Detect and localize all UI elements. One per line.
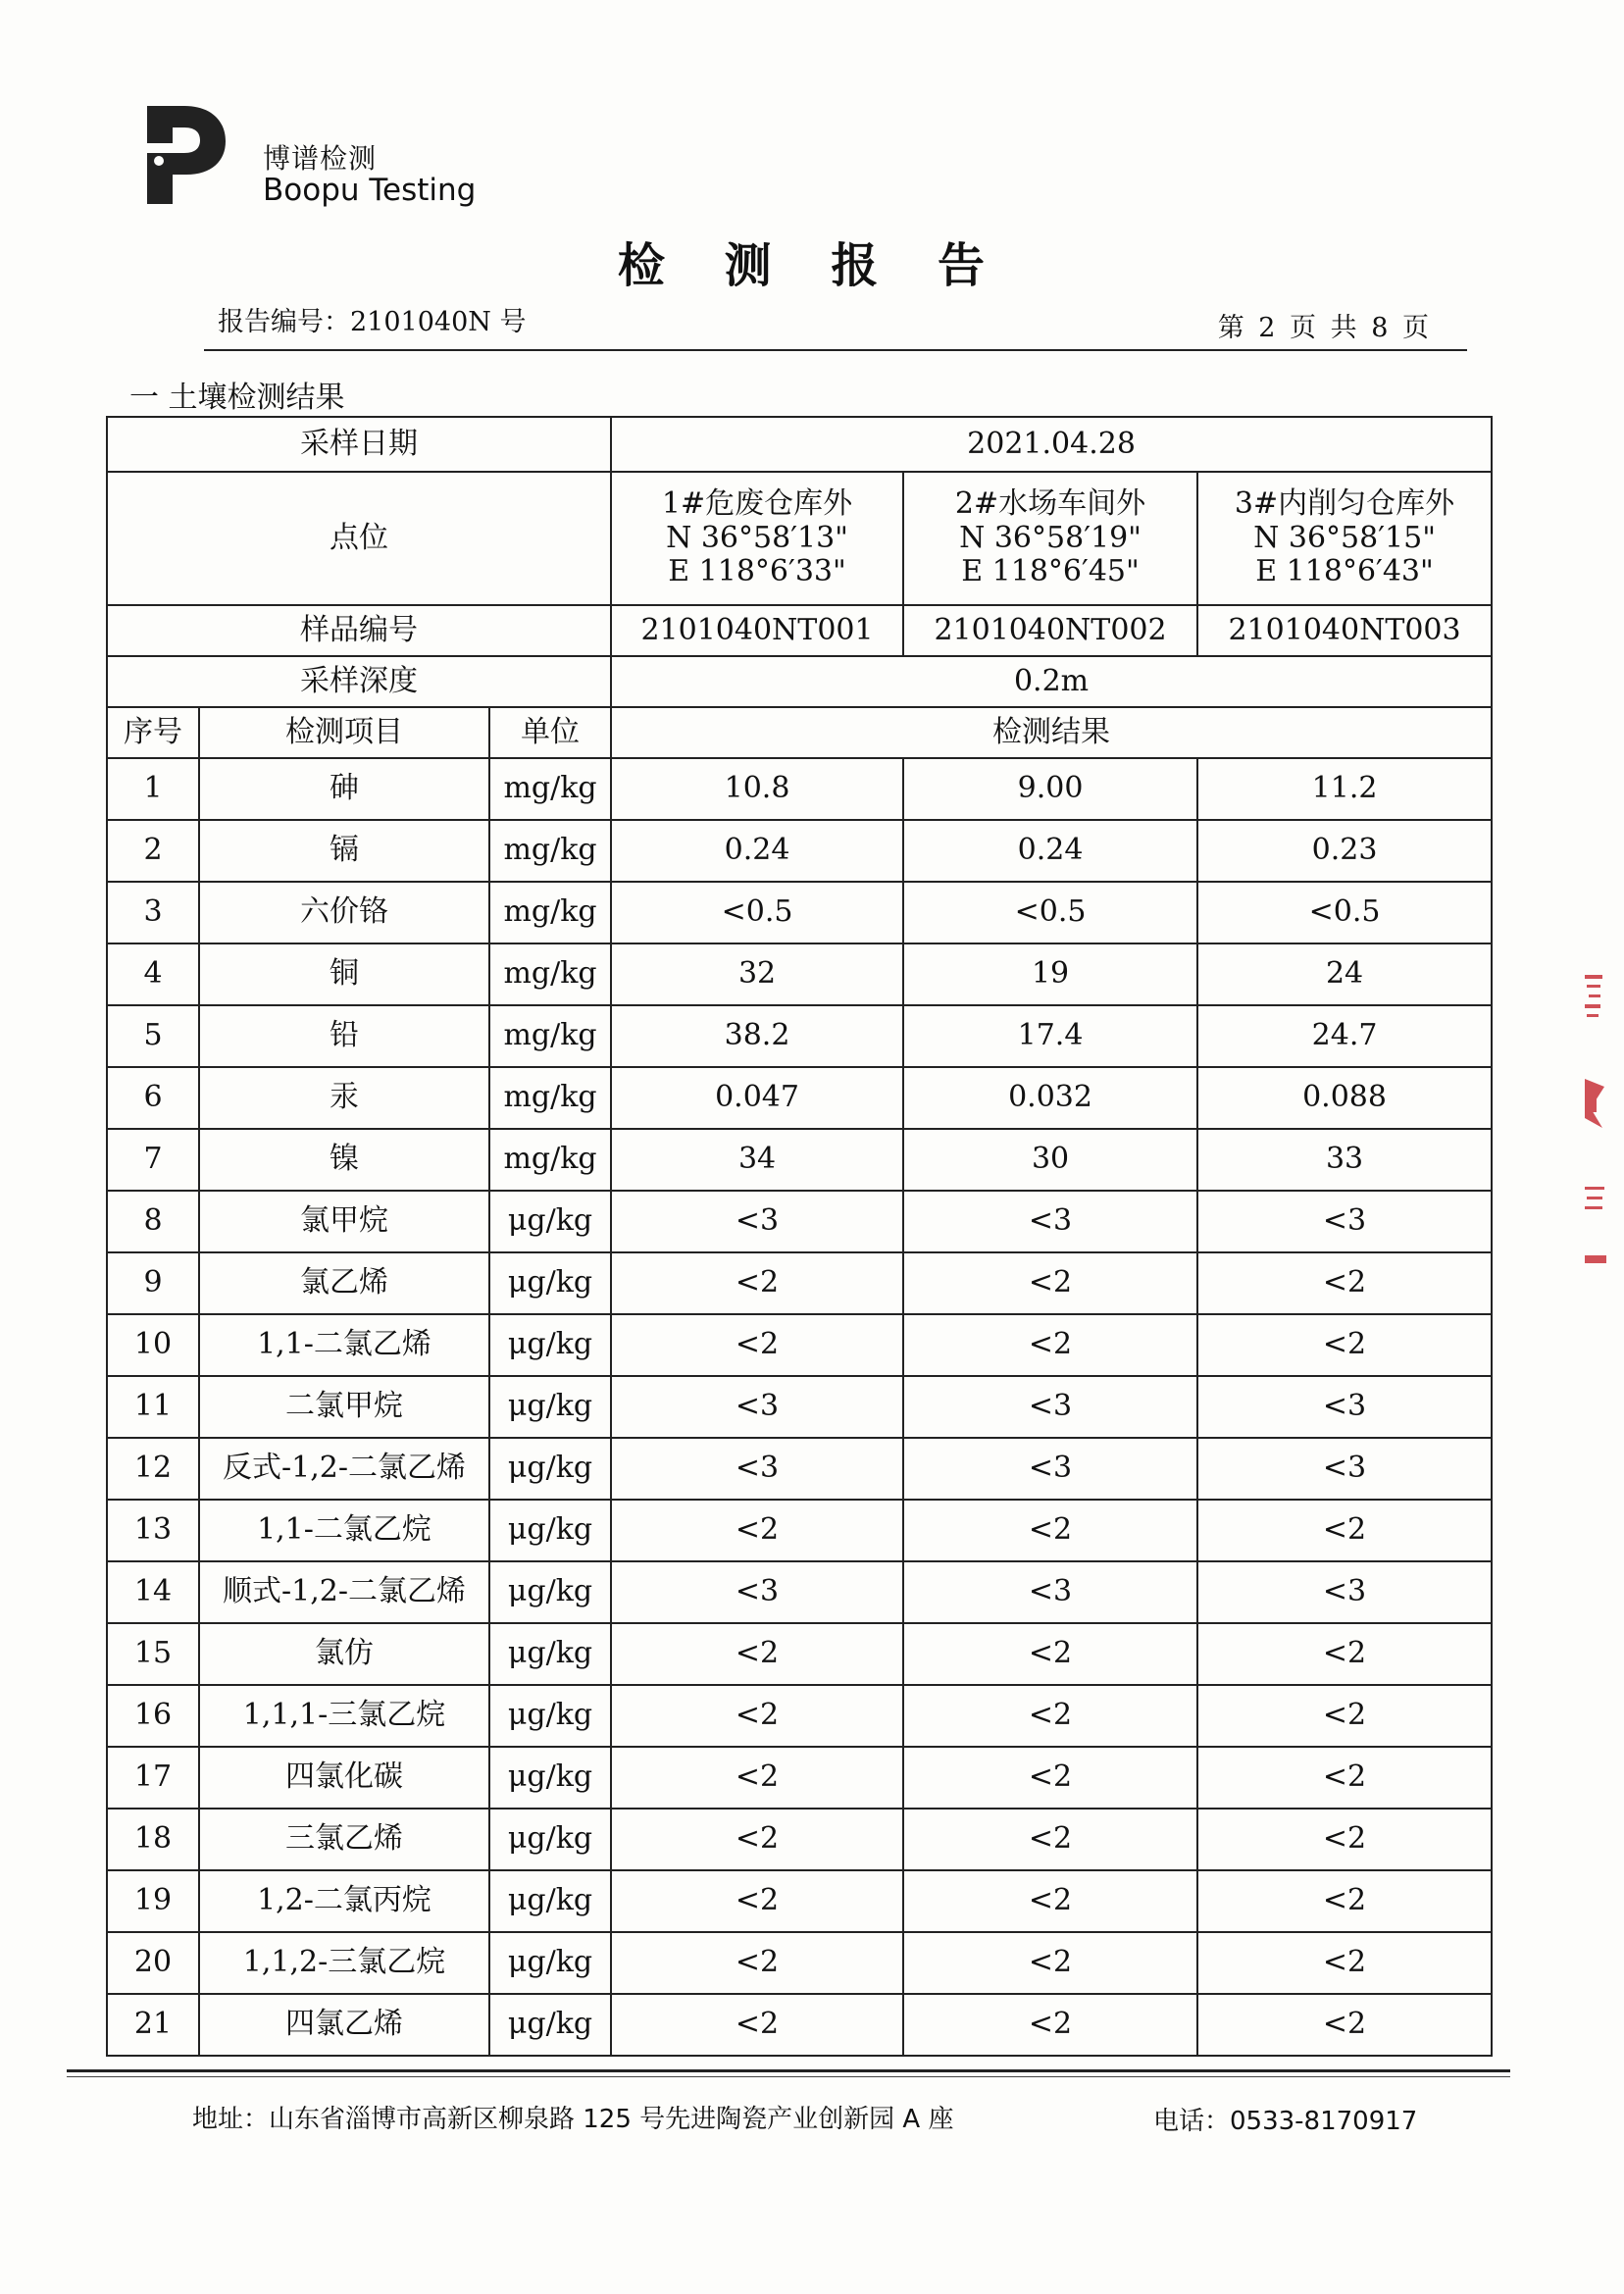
footer-divider-thin [67, 2076, 1510, 2077]
table-row [107, 1870, 1492, 1932]
row-seq: 18 [107, 1809, 199, 1870]
row-unit: mg/kg [489, 820, 611, 882]
row-item: 铜 [199, 943, 489, 1005]
report-number: 报告编号：2101040N 号 [218, 307, 527, 337]
row-item: 1,1-二氯乙烯 [199, 1314, 489, 1376]
location-latitude: N 36°58′15" [1253, 520, 1436, 555]
row-result: <3 [903, 1191, 1197, 1252]
row-unit: mg/kg [489, 943, 611, 1005]
row-result: <2 [611, 1994, 903, 2056]
row-seq: 2 [107, 820, 199, 882]
row-item: 四氯乙烯 [199, 1994, 489, 2056]
row-result: <2 [903, 1252, 1197, 1314]
row-seq: 10 [107, 1314, 199, 1376]
row-item: 镍 [199, 1129, 489, 1191]
table-row [107, 1747, 1492, 1809]
row-result: <2 [611, 1623, 903, 1685]
row-seq: 20 [107, 1932, 199, 1994]
row-result: 0.032 [903, 1067, 1197, 1129]
header-divider [204, 349, 1467, 351]
sample-id-label: 样品编号 [107, 605, 611, 656]
report-title: 检 测 报 告 [617, 238, 1007, 293]
row-result: <2 [903, 1809, 1197, 1870]
row-unit: μg/kg [489, 1438, 611, 1500]
row-result: <3 [1197, 1191, 1492, 1252]
row-result: 0.047 [611, 1067, 903, 1129]
row-unit: μg/kg [489, 1252, 611, 1314]
row-seq: 13 [107, 1500, 199, 1561]
row-seq: 7 [107, 1129, 199, 1191]
sampling-date-value: 2021.04.28 [611, 417, 1492, 472]
footer-divider [67, 2069, 1510, 2072]
brand-name-en: Boopu Testing [263, 173, 477, 208]
column-header-result: 检测结果 [611, 707, 1492, 758]
row-result: <2 [611, 1685, 903, 1747]
table-row [107, 1809, 1492, 1870]
row-unit: μg/kg [489, 1870, 611, 1932]
column-header-row [107, 707, 1492, 758]
table-row [107, 1376, 1492, 1438]
row-result: <2 [611, 1747, 903, 1809]
row-seq: 9 [107, 1252, 199, 1314]
row-result: <2 [611, 1314, 903, 1376]
row-result: <3 [903, 1438, 1197, 1500]
row-result: 30 [903, 1129, 1197, 1191]
row-result: <2 [1197, 1994, 1492, 2056]
row-result: <3 [1197, 1561, 1492, 1623]
row-result: 24.7 [1197, 1005, 1492, 1067]
location-name: 3#内削匀仓库外 [1234, 486, 1455, 522]
row-unit: μg/kg [489, 1376, 611, 1438]
row-item: 反式-1,2-二氯乙烯 [199, 1438, 489, 1500]
location-row [107, 472, 1492, 605]
row-item: 六价铬 [199, 882, 489, 943]
row-result: 0.088 [1197, 1067, 1492, 1129]
table-row [107, 1314, 1492, 1376]
row-item: 1,1,2-三氯乙烷 [199, 1932, 489, 1994]
row-unit: μg/kg [489, 1809, 611, 1870]
table-row [107, 882, 1492, 943]
row-result: <3 [611, 1191, 903, 1252]
sampling-depth-value: 0.2m [611, 656, 1492, 707]
column-header-item: 检测项目 [199, 707, 489, 758]
table-row [107, 758, 1492, 820]
row-seq: 4 [107, 943, 199, 1005]
row-result: <3 [611, 1561, 903, 1623]
row-seq: 19 [107, 1870, 199, 1932]
row-result: <2 [611, 1932, 903, 1994]
row-seq: 1 [107, 758, 199, 820]
row-seq: 3 [107, 882, 199, 943]
row-result: <2 [903, 1994, 1197, 2056]
location-longitude: E 118°6′43" [1255, 554, 1434, 589]
row-result: <2 [1197, 1623, 1492, 1685]
row-seq: 21 [107, 1994, 199, 2056]
seal-stamp-fragment [1581, 971, 1608, 1275]
row-unit: μg/kg [489, 1314, 611, 1376]
row-item: 1,2-二氯丙烷 [199, 1870, 489, 1932]
sample-id-row [107, 605, 1492, 656]
row-unit: mg/kg [489, 1129, 611, 1191]
row-result: 34 [611, 1129, 903, 1191]
sample-id: 2101040NT002 [903, 605, 1197, 656]
row-unit: mg/kg [489, 882, 611, 943]
row-seq: 16 [107, 1685, 199, 1747]
row-result: <2 [903, 1685, 1197, 1747]
row-result: <2 [903, 1747, 1197, 1809]
row-result: 17.4 [903, 1005, 1197, 1067]
location-cell [903, 472, 1197, 605]
row-item: 汞 [199, 1067, 489, 1129]
row-result: 0.24 [903, 820, 1197, 882]
table-row [107, 1438, 1492, 1500]
row-unit: μg/kg [489, 1747, 611, 1809]
row-seq: 5 [107, 1005, 199, 1067]
table-row [107, 1005, 1492, 1067]
location-cell [611, 472, 903, 605]
row-result: <3 [903, 1561, 1197, 1623]
row-result: <2 [903, 1623, 1197, 1685]
row-result: 0.23 [1197, 820, 1492, 882]
row-seq: 15 [107, 1623, 199, 1685]
location-latitude: N 36°58′13" [666, 520, 848, 555]
sampling-depth-row [107, 656, 1492, 707]
row-item: 二氯甲烷 [199, 1376, 489, 1438]
row-result: <2 [1197, 1252, 1492, 1314]
row-result: <0.5 [1197, 882, 1492, 943]
sample-id: 2101040NT003 [1197, 605, 1492, 656]
column-header-unit: 单位 [489, 707, 611, 758]
row-item: 1,1,1-三氯乙烷 [199, 1685, 489, 1747]
results-table [106, 416, 1493, 2057]
table-row [107, 1067, 1492, 1129]
row-result: 38.2 [611, 1005, 903, 1067]
location-name: 1#危废仓库外 [661, 486, 853, 522]
row-item: 砷 [199, 758, 489, 820]
row-result: <0.5 [903, 882, 1197, 943]
location-longitude: E 118°6′45" [961, 554, 1140, 589]
boopu-logo-icon [139, 102, 229, 208]
row-result: <3 [903, 1376, 1197, 1438]
row-seq: 11 [107, 1376, 199, 1438]
row-result: <2 [1197, 1747, 1492, 1809]
row-seq: 8 [107, 1191, 199, 1252]
sample-id: 2101040NT001 [611, 605, 903, 656]
row-unit: μg/kg [489, 1932, 611, 1994]
row-result: <2 [903, 1500, 1197, 1561]
row-result: <3 [1197, 1438, 1492, 1500]
row-seq: 17 [107, 1747, 199, 1809]
row-result: <2 [611, 1252, 903, 1314]
table-row [107, 1129, 1492, 1191]
row-item: 铅 [199, 1005, 489, 1067]
row-result: <2 [903, 1932, 1197, 1994]
row-result: 0.24 [611, 820, 903, 882]
brand-name-cn: 博谱检测 [263, 142, 378, 175]
row-unit: μg/kg [489, 1500, 611, 1561]
footer-phone: 电话：0533-8170917 [1153, 2107, 1418, 2136]
row-result: <2 [1197, 1500, 1492, 1561]
row-item: 镉 [199, 820, 489, 882]
row-result: <3 [611, 1376, 903, 1438]
row-result: <3 [1197, 1376, 1492, 1438]
row-unit: μg/kg [489, 1685, 611, 1747]
table-row [107, 943, 1492, 1005]
row-unit: mg/kg [489, 758, 611, 820]
table-row [107, 1561, 1492, 1623]
row-item: 顺式-1,2-二氯乙烯 [199, 1561, 489, 1623]
location-cell [1197, 472, 1492, 605]
location-latitude: N 36°58′19" [959, 520, 1142, 555]
row-result: 33 [1197, 1129, 1492, 1191]
row-result: <2 [611, 1500, 903, 1561]
row-unit: mg/kg [489, 1005, 611, 1067]
sampling-date-row [107, 417, 1492, 472]
row-unit: μg/kg [489, 1191, 611, 1252]
table-row [107, 1191, 1492, 1252]
row-result: <2 [903, 1870, 1197, 1932]
section-title: 一 土壤检测结果 [129, 381, 345, 415]
row-seq: 14 [107, 1561, 199, 1623]
location-label: 点位 [107, 472, 611, 605]
table-row [107, 1932, 1492, 1994]
row-result: 9.00 [903, 758, 1197, 820]
row-unit: μg/kg [489, 1561, 611, 1623]
row-result: <2 [611, 1809, 903, 1870]
row-unit: μg/kg [489, 1623, 611, 1685]
row-item: 氯甲烷 [199, 1191, 489, 1252]
row-result: 11.2 [1197, 758, 1492, 820]
row-unit: mg/kg [489, 1067, 611, 1129]
table-row [107, 1500, 1492, 1561]
row-result: <2 [611, 1870, 903, 1932]
row-result: <2 [1197, 1685, 1492, 1747]
row-unit: μg/kg [489, 1994, 611, 2056]
row-result: 19 [903, 943, 1197, 1005]
table-row [107, 1252, 1492, 1314]
location-name: 2#水场车间外 [954, 486, 1146, 522]
row-result: <2 [1197, 1870, 1492, 1932]
row-result: <2 [1197, 1809, 1492, 1870]
sampling-date-label: 采样日期 [107, 417, 611, 472]
row-result: 10.8 [611, 758, 903, 820]
row-seq: 12 [107, 1438, 199, 1500]
row-result: <2 [903, 1314, 1197, 1376]
table-row [107, 1623, 1492, 1685]
row-item: 1,1-二氯乙烷 [199, 1500, 489, 1561]
row-seq: 6 [107, 1067, 199, 1129]
page-number: 第 2 页 共 8 页 [1217, 313, 1432, 343]
row-result: <2 [1197, 1314, 1492, 1376]
table-row [107, 820, 1492, 882]
row-result: <0.5 [611, 882, 903, 943]
row-result: 24 [1197, 943, 1492, 1005]
row-item: 四氯化碳 [199, 1747, 489, 1809]
row-item: 氯仿 [199, 1623, 489, 1685]
row-result: 32 [611, 943, 903, 1005]
table-row [107, 1685, 1492, 1747]
row-item: 氯乙烯 [199, 1252, 489, 1314]
table-row [107, 1994, 1492, 2056]
sampling-depth-label: 采样深度 [107, 656, 611, 707]
row-item: 三氯乙烯 [199, 1809, 489, 1870]
row-result: <2 [1197, 1932, 1492, 1994]
column-header-seq: 序号 [107, 707, 199, 758]
row-result: <3 [611, 1438, 903, 1500]
footer-address: 地址：山东省淄博市高新区柳泉路 125 号先进陶瓷产业创新园 A 座 [192, 2105, 954, 2134]
location-longitude: E 118°6′33" [668, 554, 846, 589]
